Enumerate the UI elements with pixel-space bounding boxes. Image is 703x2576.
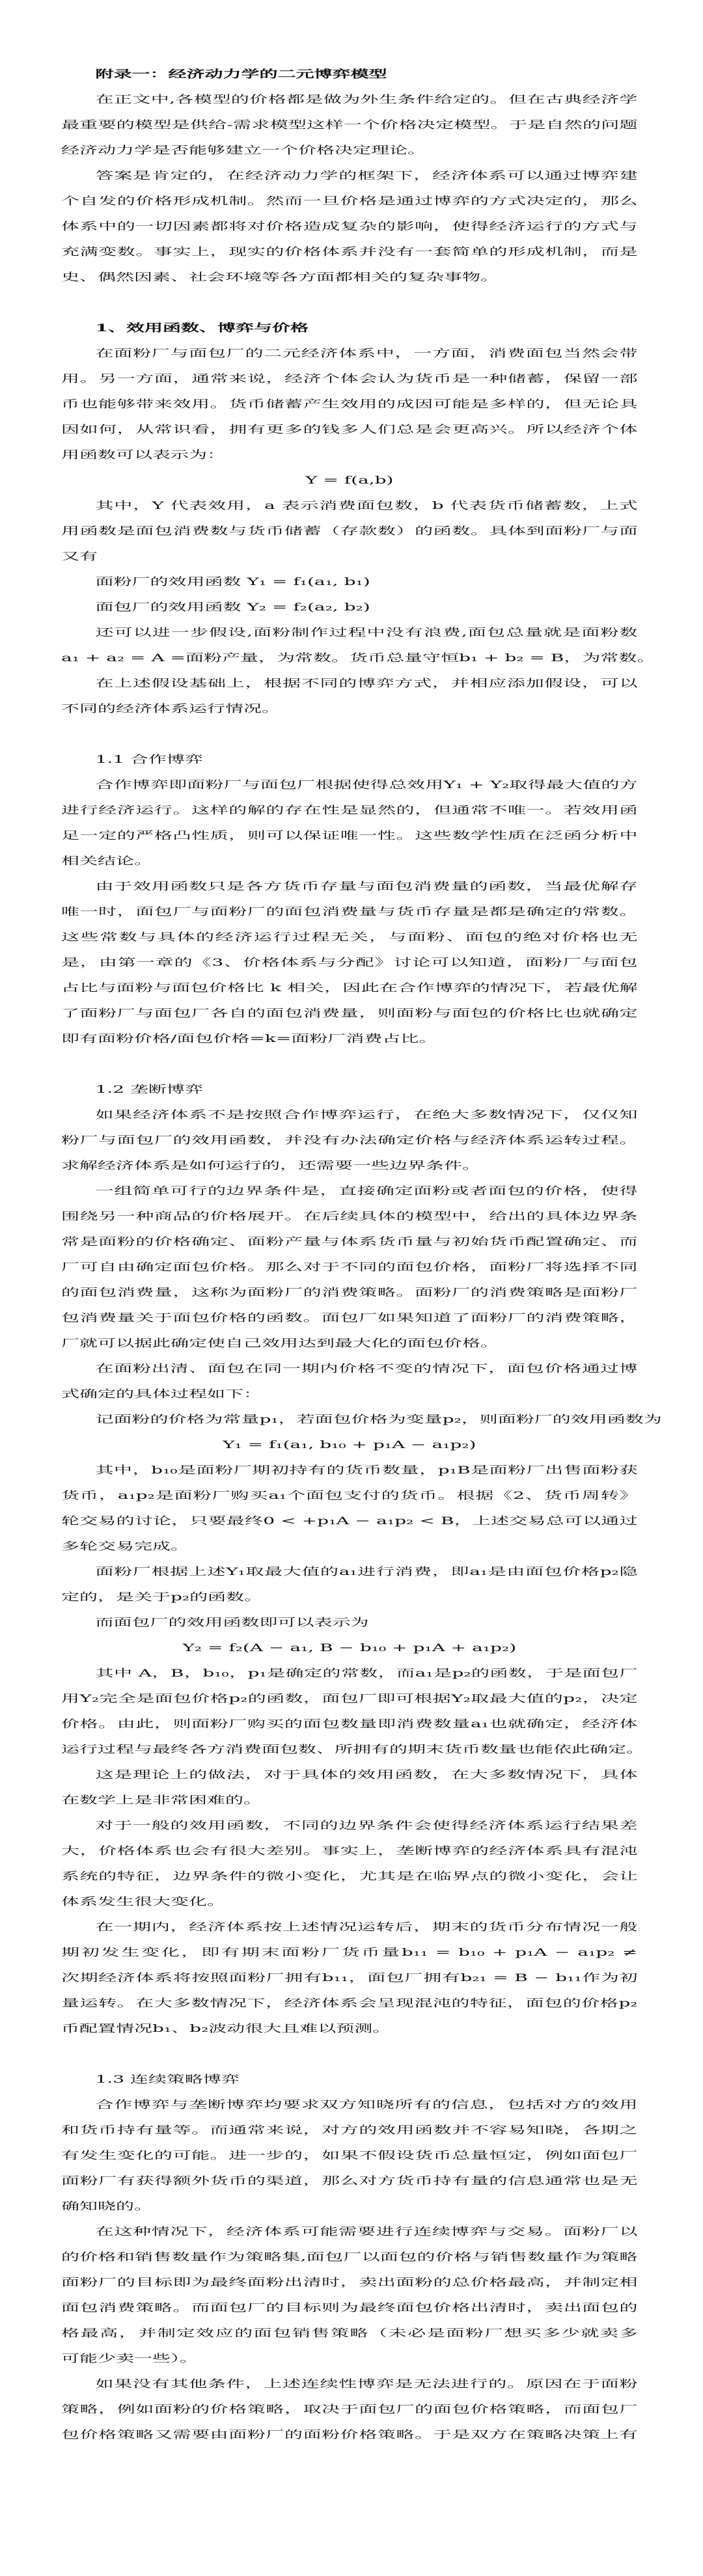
paragraph-line: 进行经济运行。这样的解的存在性是显然的，但通常不唯一。若效用函 bbox=[61, 804, 638, 816]
paragraph-line: 充满变数。事实上，现实的价格体系并没有一套简单的形成机制，而是 bbox=[61, 245, 638, 258]
paragraph-line: 最重要的模型是供给-需求模型这样一个价格决定模型。于是自然的问题 bbox=[61, 118, 638, 131]
paragraph-line: 厂就可以据此确定使自己效用达到最大化的面包价格。 bbox=[61, 1337, 499, 1349]
blank-line bbox=[61, 290, 638, 315]
paragraph-line: 求解经济体系是如何运行的，还需要一些边界条件。 bbox=[61, 1159, 481, 1172]
paragraph-line: 面包消费策略。而面包厂的目标则为最终面包价格出清时，卖出面包的 bbox=[61, 2301, 638, 2314]
paragraph-line: 足一定的严格凸性质，则可以保证唯一性。这些数学性质在泛函分析中 bbox=[61, 829, 638, 842]
paragraph-line: 一组简单可行的边界条件是，直接确定面粉或者面包的价格，使得 bbox=[95, 1185, 638, 1197]
paragraph-line: 包消费量关于面包价格的函数。面包厂如果知道了面粉厂的消费策略， bbox=[61, 1311, 638, 1324]
document-title: 附录一：经济动力学的二元博弈模型 bbox=[95, 68, 387, 80]
blank-line bbox=[61, 721, 638, 747]
subsection-heading: 1.1 合作博弈 bbox=[95, 753, 203, 765]
paragraph-line: 占比与面粉与面包价格比 k 相关，因此在合作博弈的情况下，若最优解 bbox=[61, 981, 638, 994]
paragraph-line: 有发生变化的可能。进一步的，如果不假设货币总量恒定，例如面包厂 bbox=[61, 2149, 638, 2161]
subsection-heading: 1.2 垄断博弈 bbox=[95, 1083, 203, 1095]
paragraph-line: 唯一时，面包厂与面粉厂的面包消费量与货币存量是都是确定的常数。 bbox=[61, 905, 638, 918]
paragraph-line: 厂可自由确定面包价格。那么对于不同的面包价格，面粉厂将选择不同 bbox=[61, 1261, 638, 1273]
paragraph-line: 这是理论上的做法，对于具体的效用函数，在大多数情况下，具体 bbox=[95, 1768, 638, 1781]
paragraph-line: 不同的经济体系运行情况。 bbox=[61, 702, 281, 715]
paragraph-line: 在面粉出清、面包在同一期内价格不变的情况下，面包价格通过博 bbox=[95, 1362, 638, 1375]
paragraph-line: 次期经济体系将按照面粉厂拥有b₁₁，面包厂拥有b₂₁ = B − b₁₁作为初 bbox=[61, 1971, 638, 1984]
paragraph-line: 面粉厂的目标即为最终面粉出清时，卖出面粉的总价格最高，并制定相 bbox=[61, 2276, 638, 2288]
paragraph-line: 又有 bbox=[61, 550, 98, 562]
paragraph-line: 粉厂与面包厂的效用函数，并没有办法确定价格与经济体系运转过程。 bbox=[61, 1134, 638, 1146]
paragraph-line: 的价格和销售数量作为策略集,面包厂以面包的价格与销售数量作为策略 bbox=[61, 2251, 638, 2263]
paragraph-line: 是，由第一章的《3、价格体系与分配》讨论可以知道，面粉厂与面包 bbox=[61, 956, 638, 968]
paragraph-line: 轮交易的讨论，只要最终0 < +p₁A − a₁p₂ < B，上述交易总可以通过 bbox=[61, 1514, 638, 1527]
paragraph-line: 其中，b₁₀是面粉厂期初持有的货币数量，p₁B是面粉厂出售面粉获 bbox=[95, 1464, 638, 1476]
paragraph-line: 如果经济体系不是按照合作博弈运行，在绝大多数情况下，仅仅知 bbox=[95, 1108, 638, 1121]
paragraph-line: 合作博弈即面粉厂与面包厂根据使得总效用Y₁ + Y₂取得最大值的方 bbox=[95, 778, 638, 791]
paragraph-line: 体系中的一切因素都将对价格造成复杂的影响，使得经济运行的方式与 bbox=[61, 220, 638, 232]
paragraph-line: 面粉厂有获得额外货币的渠道，那么对方货币持有量的信息通常也是无 bbox=[61, 2174, 638, 2187]
display-equation: Y = f(a,b) bbox=[305, 474, 394, 486]
blank-line bbox=[61, 2041, 638, 2066]
paragraph-line: 的面包消费量，这称为面粉厂的消费策略。面粉厂的消费策略是面粉厂 bbox=[61, 1286, 638, 1298]
paragraph-line: 用Y₂完全是面包价格p₂的函数，面包厂即可根据Y₂取最大值的p₂，决定 bbox=[61, 1692, 638, 1705]
paragraph-line: 在数学上是非常困难的。 bbox=[61, 1794, 262, 1806]
paragraph-line: 价格。由此，则面粉厂购买的面包数量即消费数量a₁也就确定，经济体 bbox=[61, 1718, 638, 1730]
subsection-heading: 1.3 连续策略博弈 bbox=[95, 2073, 240, 2085]
paragraph-line: 即有面粉价格/面包价格=k=面粉厂消费占比。 bbox=[61, 1032, 437, 1045]
paragraph-line: 其中，Y 代表效用，a 表示消费面包数，b 代表货币储蓄数，上式 bbox=[95, 499, 638, 512]
paragraph-line: 体系发生很大变化。 bbox=[61, 1895, 226, 1908]
paragraph-line: 系统的特征，边界条件的微小变化，尤其是在临界点的微小变化，会让 bbox=[61, 1870, 638, 1882]
paragraph-line: 常是面粉的价格确定、面粉产量与体系货币量与初始货币配置确定、而 bbox=[61, 1235, 638, 1248]
paragraph-line: 格最高，并制定效应的面包销售策略（未必是面粉厂想买多少就卖多 bbox=[61, 2327, 638, 2339]
paragraph-line: 对于一般的效用函数，不同的边界条件会使得经济体系运行结果差 bbox=[95, 1819, 638, 1831]
paragraph-line: 经济动力学是否能够建立一个价格决定理论。 bbox=[61, 144, 426, 156]
paragraph-line: 其中 A，B，b₁₀，p₁是确定的常数，而a₁是p₂的函数，于是面包厂 bbox=[95, 1667, 638, 1679]
equation-line: 面粉厂的效用函数 Y₁ = f₁(a₁, b₁) bbox=[95, 575, 370, 588]
paragraph-line: 货币，a₁p₂是面粉厂购买a₁个面包支付的货币。根据《2、货币周转》 bbox=[61, 1489, 638, 1501]
paragraph-line: 在正文中,各模型的价格都是做为外生条件给定的。但在古典经济学 bbox=[95, 93, 638, 105]
paragraph-line: 围绕另一种商品的价格展开。在后续具体的模型中，给出的具体边界条 bbox=[61, 1210, 638, 1222]
paragraph-line: 式确定的具体过程如下： bbox=[61, 1388, 262, 1400]
paragraph-line: 如果没有其他条件，上述连续性博弈是无法进行的。原因在于面粉 bbox=[95, 2377, 638, 2390]
paragraph-line: 定的，是关于p₂的函数。 bbox=[61, 1591, 263, 1603]
paragraph-line: 用函数可以表示为： bbox=[61, 448, 226, 461]
paragraph-line: 在这种情况下，经济体系可能需要进行连续博弈与交易。面粉厂以 bbox=[95, 2225, 638, 2238]
paragraph-line: 币也能够带来效用。货币储蓄产生效用的成因可能是多样的，但无论具 bbox=[61, 398, 638, 410]
paragraph-line: 在一期内，经济体系按上述情况运转后，期末的货币分布情况一般 bbox=[95, 1921, 638, 1933]
paragraph-line: 史、偶然因素、社会环境等各方面都相关的复杂事物。 bbox=[61, 271, 499, 283]
paragraph-line: 用。另一方面，通常来说，经济个体会认为货币是一种储蓄，保留一部 bbox=[61, 372, 638, 385]
paragraph-line: 而面包厂的效用函数即可以表示为 bbox=[95, 1616, 369, 1628]
paragraph-line: 多轮交易完成。 bbox=[61, 1540, 189, 1552]
paragraph-line: 运行过程与最终各方消费面包数、所拥有的期末货币数量也能依此确定。 bbox=[61, 1743, 645, 1755]
paragraph-line: 因如何，从常识看，拥有更多的钱多人们总是会更高兴。所以经济个体 bbox=[61, 423, 638, 435]
paragraph-line: 记面粉的价格为常量p₁，若面包价格为变量p₂，则面粉厂的效用函数为 bbox=[95, 1413, 662, 1425]
section-heading: 1、效用函数、博弈与价格 bbox=[95, 322, 309, 334]
paragraph-line: 币配置情况b₁、b₂波动很大且难以预测。 bbox=[61, 2022, 391, 2035]
paragraph-line: a₁ + a₂ = A =面粉产量，为常数。货币总量守恒b₁ + b₂ = B，为常数。 bbox=[61, 651, 655, 664]
paragraph-line: 确知晓的。 bbox=[61, 2200, 153, 2212]
paragraph-line: 策略，例如面粉的价格策略，取决于面包厂的面包价格策略，而面包厂 bbox=[61, 2403, 638, 2415]
paragraph-line: 还可以进一步假设,面粉制作过程中没有浪费,面包总量就是面粉数 bbox=[95, 626, 638, 638]
paragraph-line: 由于效用函数只是各方货币存量与面包消费量的函数，当最优解存 bbox=[95, 880, 638, 892]
document-page bbox=[61, 61, 662, 2447]
paragraph-line: 期初发生变化，即有期末面粉厂货币量b₁₁ = b₁₀ + p₁A − a₁p₂ ≠ bbox=[61, 1946, 638, 1958]
equation-line: 面包厂的效用函数 Y₂ = f₂(a₂, b₂) bbox=[95, 601, 370, 613]
paragraph-line: 用函数是面包消费数与货币储蓄（存款数）的函数。具体到面粉厂与面 bbox=[61, 525, 638, 537]
paragraph-line: 面粉厂根据上述Y₁取最大值的a₁进行消费，即a₁是由面包价格p₂隐 bbox=[95, 1565, 638, 1578]
paragraph-line: 包价格策略又需要由面粉厂的面粉价格策略。于是双方在策略决策上有 bbox=[61, 2428, 638, 2441]
paragraph-line: 答案是肯定的，在经济动力学的框架下，经济体系可以通过博弈建 bbox=[95, 169, 638, 182]
paragraph-line: 了面粉厂与面包厂各自的面包消费量，则面粉与面包的价格比也就确定 bbox=[61, 1007, 638, 1019]
paragraph-line: 大，价格体系也会有很大差别。事实上，垄断博弈的经济体系具有混沌 bbox=[61, 1844, 638, 1857]
paragraph-line: 相关结论。 bbox=[61, 855, 153, 867]
display-equation: Y₂ = f₂(A − a₁, B − b₁₀ + p₁A + a₁p₂) bbox=[182, 1641, 517, 1654]
paragraph-line: 量运转。在大多数情况下，经济体系会呈现混沌的特征，面包的价格p₂ bbox=[61, 1997, 638, 2009]
paragraph-line: 在面粉厂与面包厂的二元经济体系中，一方面，消费面包当然会带 bbox=[95, 347, 638, 359]
blank-line bbox=[61, 1051, 638, 1076]
paragraph-line: 在上述假设基础上，根据不同的博弈方式，并相应添加假设，可以 bbox=[95, 677, 638, 689]
paragraph-line: 这些常数与具体的经济运行过程无关，与面粉、面包的绝对价格也无 bbox=[61, 931, 638, 943]
paragraph-line: 可能少卖一些）。 bbox=[61, 2352, 199, 2364]
display-equation: Y₁ = f₁(a₁, b₁₀ + p₁A − a₁p₂) bbox=[223, 1438, 476, 1451]
paragraph-line: 个自发的价格形成机制。然而一旦价格是通过博弈的方式决定的，那么 bbox=[61, 195, 638, 207]
paragraph-line: 和货币持有量等。而通常来说，对方的效用函数并不容易知晓，各期之 bbox=[61, 2124, 638, 2136]
paragraph-line: 合作博弈与垄断博弈均要求双方知晓所有的信息，包括对方的效用 bbox=[95, 2098, 638, 2111]
